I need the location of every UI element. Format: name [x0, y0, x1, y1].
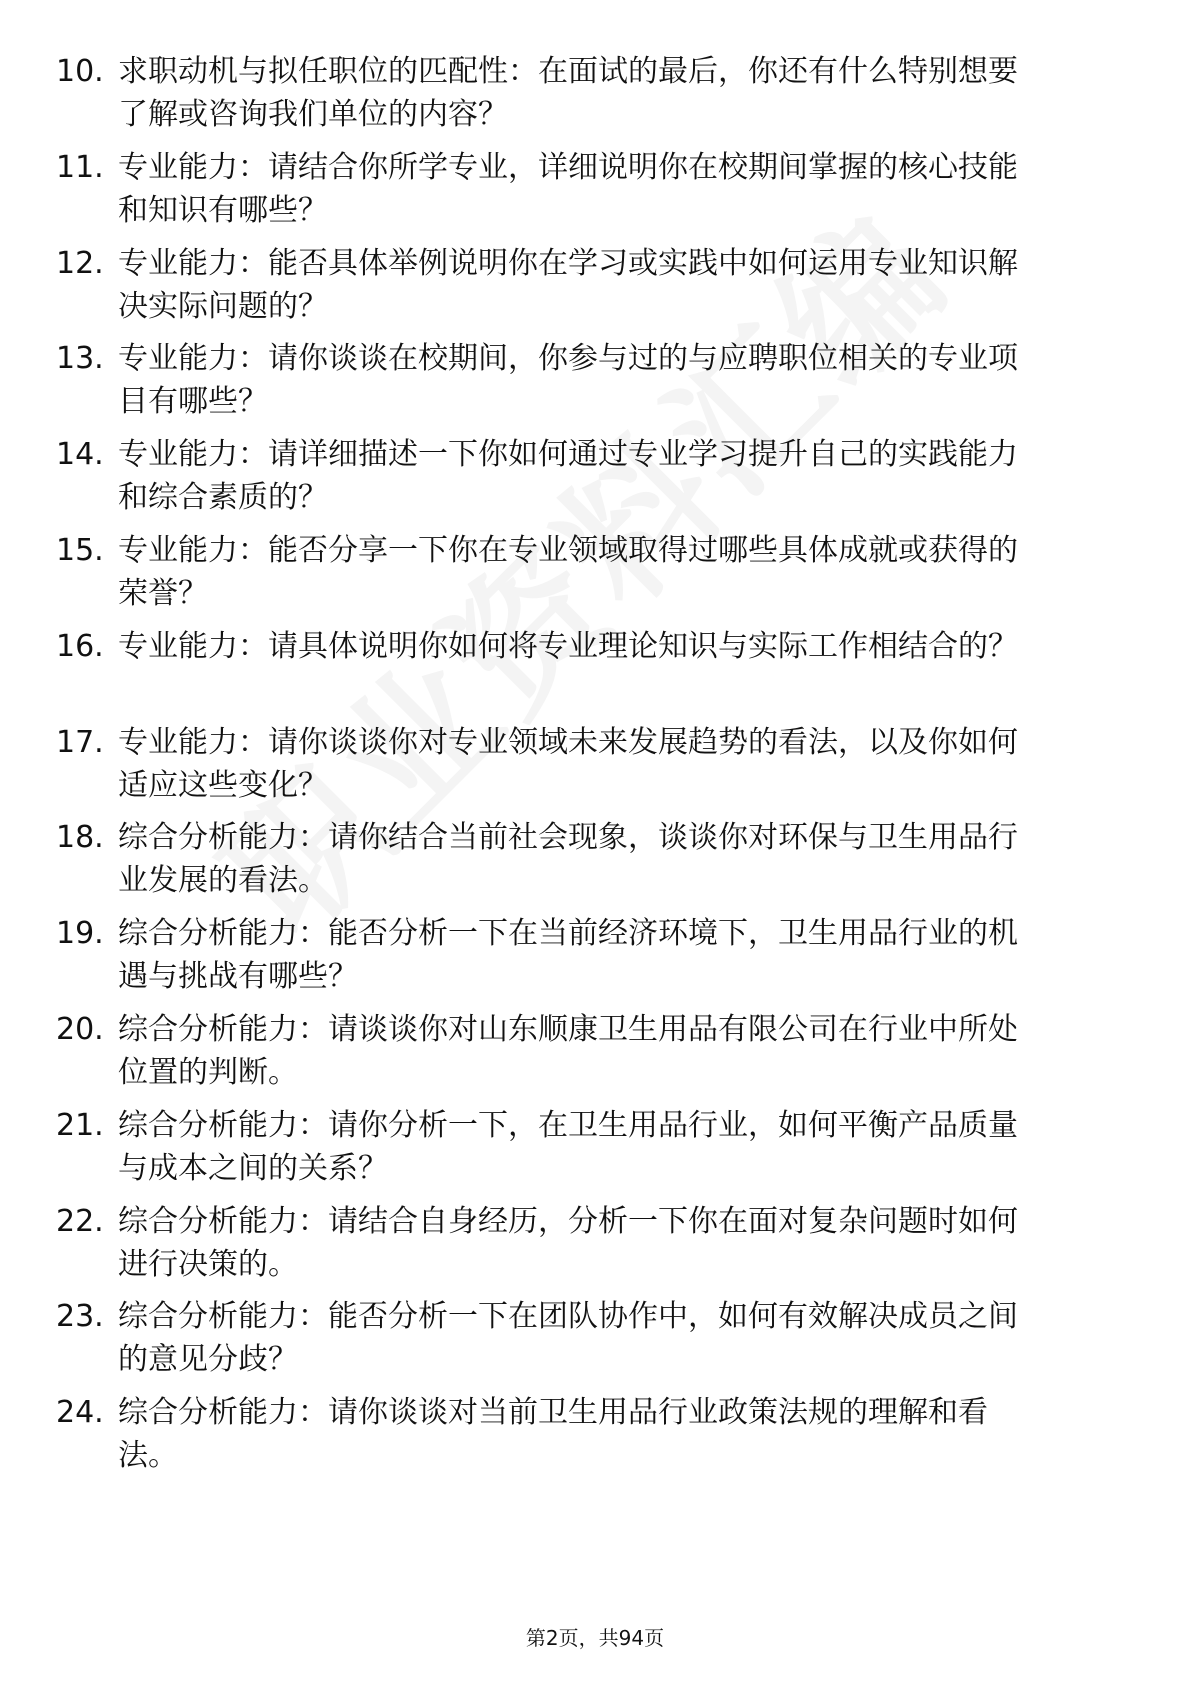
question-text: 综合分析能力：请谈谈你对山东顺康卫生用品有限公司在行业中所处位置的判断。 [118, 1011, 1018, 1090]
question-text: 综合分析能力：能否分析一下在团队协作中，如何有效解决成员之间的意见分歧？ [118, 1299, 1018, 1378]
question-item [0, 1104, 1190, 1200]
question-number: 16. [56, 628, 104, 664]
question-item [0, 912, 1190, 1008]
question-item [0, 816, 1190, 912]
question-item [0, 433, 1190, 529]
question-number: 23. [56, 1299, 104, 1335]
question-text: 综合分析能力：请你结合当前社会现象，谈谈你对环保与卫生用品行业发展的看法。 [118, 820, 1018, 899]
question-text: 综合分析能力：能否分析一下在当前经济环境下，卫生用品行业的机遇与挑战有哪些？ [118, 916, 1018, 995]
question-item [0, 146, 1190, 242]
question-number: 20. [56, 1011, 104, 1047]
question-text: 专业能力：请具体说明你如何将专业理论知识与实际工作相结合的？ [118, 628, 1018, 664]
question-number: 15. [56, 532, 104, 568]
question-text: 专业能力：能否分享一下你在专业领域取得过哪些具体成就或获得的荣誉？ [118, 532, 1018, 611]
question-number: 17. [56, 724, 104, 760]
question-list [0, 50, 1190, 1487]
question-text: 专业能力：能否具体举例说明你在学习或实践中如何运用专业知识解决实际问题的？ [118, 245, 1018, 324]
question-text: 专业能力：请你谈谈你对专业领域未来发展趋势的看法，以及你如何适应这些变化？ [118, 724, 1018, 803]
question-item [0, 50, 1190, 146]
question-item [0, 1200, 1190, 1296]
question-number: 10. [56, 54, 104, 89]
question-text: 综合分析能力：请你谈谈对当前卫生用品行业政策法规的理解和看法。 [118, 1395, 988, 1474]
question-number: 19. [56, 916, 104, 952]
question-number: 18. [56, 820, 104, 856]
question-number: 24. [56, 1395, 104, 1431]
question-text: 专业能力：请结合你所学专业，详细说明你在校期间掌握的核心技能和知识有哪些？ [118, 149, 1018, 228]
question-item [0, 625, 1190, 721]
question-number: 21. [56, 1107, 104, 1143]
page-number-label: 第2页，共94页 [525, 1626, 665, 1650]
page-footer [0, 1622, 1190, 1651]
question-text: 专业能力：请详细描述一下你如何通过专业学习提升自己的实践能力和综合素质的？ [118, 437, 1018, 516]
question-text: 综合分析能力：请结合自身经历，分析一下你在面对复杂问题时如何进行决策的。 [118, 1203, 1018, 1282]
question-number: 22. [56, 1203, 104, 1239]
question-text: 求职动机与拟任职位的匹配性：在面试的最后，你还有什么特别想要了解或咨询我们单位的内容？ [118, 54, 1018, 132]
question-number: 11. [56, 149, 104, 185]
question-text: 专业能力：请你谈谈在校期间，你参与过的与应聘职位相关的专业项目有哪些？ [118, 341, 1018, 420]
question-item [0, 337, 1190, 433]
question-number: 14. [56, 437, 104, 473]
question-item [0, 242, 1190, 338]
question-item [0, 1295, 1190, 1391]
question-number: 13. [56, 341, 104, 377]
question-item [0, 721, 1190, 817]
question-item [0, 1391, 1190, 1487]
question-number: 12. [56, 245, 104, 281]
question-text: 综合分析能力：请你分析一下，在卫生用品行业，如何平衡产品质量与成本之间的关系？ [118, 1107, 1018, 1186]
question-item [0, 529, 1190, 625]
question-item [0, 1008, 1190, 1104]
